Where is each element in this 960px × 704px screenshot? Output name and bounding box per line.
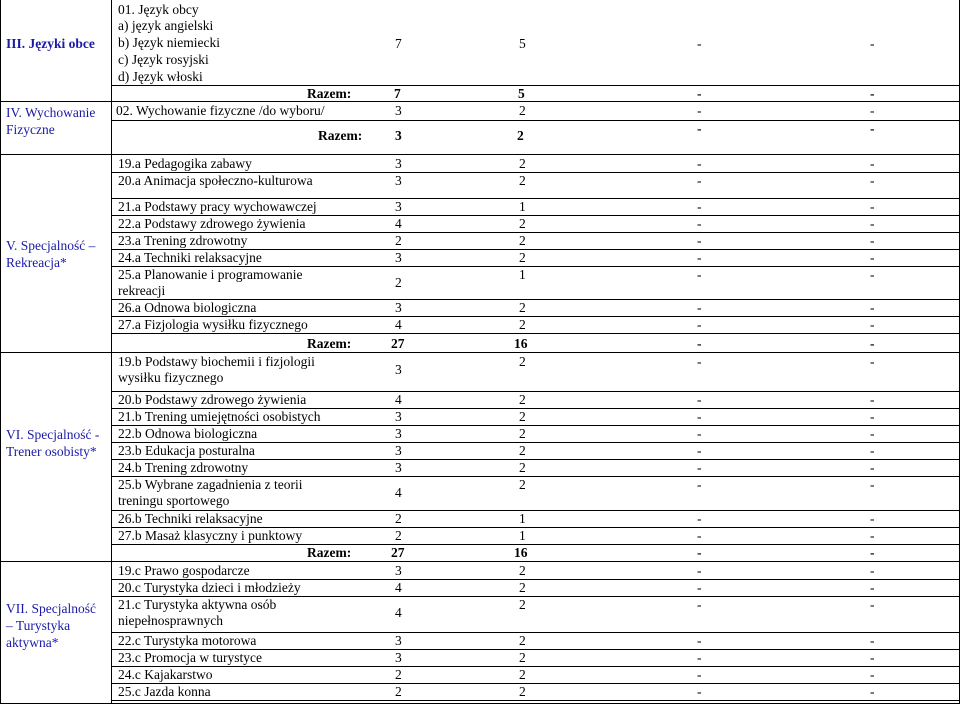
total-col3: - xyxy=(697,336,702,351)
hours-value: 2 xyxy=(519,300,526,315)
ects-value: 2 xyxy=(395,233,402,248)
hours-value: 2 xyxy=(519,156,526,171)
col3-value: - xyxy=(697,580,702,595)
ects-value: 3 xyxy=(395,563,402,578)
col3-value: - xyxy=(697,300,702,315)
course-name: 24.b Trening zdrowotny xyxy=(118,460,249,475)
section-label-rekreacja: V. Specjalność – Rekreacja* xyxy=(6,238,96,270)
language-option: d) Język włoski xyxy=(118,69,203,84)
col3-value: - xyxy=(697,36,702,51)
hours-value: 2 xyxy=(519,580,526,595)
total-ects: 27 xyxy=(391,336,405,351)
section-divider xyxy=(0,154,960,155)
col4-value: - xyxy=(870,597,875,612)
hours-value: 2 xyxy=(519,409,526,424)
hours-value: 2 xyxy=(519,103,526,118)
course-name: 19.b Podstawy biochemii i fizjologii xyxy=(118,354,315,369)
ects-value: 3 xyxy=(395,443,402,458)
col4-value: - xyxy=(870,580,875,595)
col4-value: - xyxy=(870,233,875,248)
ects-value: 2 xyxy=(395,667,402,682)
total-row xyxy=(112,120,960,143)
ects-value: 7 xyxy=(395,36,402,51)
course-name: 24.c Kajakarstwo xyxy=(118,667,213,682)
col4-value: - xyxy=(870,426,875,441)
ects-value: 4 xyxy=(395,317,402,332)
hours-value: 2 xyxy=(519,667,526,682)
col3-value: - xyxy=(697,103,702,118)
section-label-turystyka: VII. Specjalność – Turystyka aktywna* xyxy=(6,601,96,650)
total-col3: - xyxy=(697,121,702,136)
section-divider xyxy=(0,561,960,562)
course-name: 23.c Promocja w turystyce xyxy=(118,650,262,665)
total-col4: - xyxy=(870,336,875,351)
ects-value: 2 xyxy=(395,275,402,290)
hours-value: 2 xyxy=(519,317,526,332)
ects-value: 4 xyxy=(395,605,402,620)
total-row xyxy=(112,335,960,352)
total-label: Razem: xyxy=(307,86,352,101)
hours-value: 5 xyxy=(519,36,526,51)
ects-value: 2 xyxy=(395,528,402,543)
pe-course-name: 02. Wychowanie fizyczne /do wyboru/ xyxy=(116,103,325,118)
total-col3: - xyxy=(697,545,702,560)
total-hours: 2 xyxy=(517,128,524,143)
col4-value: - xyxy=(870,173,875,188)
course-name: 19.c Prawo gospodarcze xyxy=(118,563,250,578)
total-ects: 7 xyxy=(394,86,401,101)
course-name: 22.b Odnowa biologiczna xyxy=(118,426,258,441)
col4-value: - xyxy=(870,511,875,526)
col4-value: - xyxy=(870,156,875,171)
row-divider xyxy=(111,666,960,667)
total-row xyxy=(112,544,960,561)
row-divider xyxy=(111,333,960,334)
ects-value: 3 xyxy=(395,633,402,648)
col3-value: - xyxy=(697,511,702,526)
hours-value: 2 xyxy=(519,392,526,407)
col4-value: - xyxy=(870,684,875,699)
course-name: 27.b Masaż klasyczny i punktowy xyxy=(118,528,303,543)
hours-value: 1 xyxy=(519,528,526,543)
ects-value: 4 xyxy=(395,392,402,407)
ects-value: 4 xyxy=(395,216,402,231)
course-name-continued: rekreacji xyxy=(118,283,166,298)
ects-value: 3 xyxy=(395,173,402,188)
course-name: 25.b Wybrane zagadnienia z teorii xyxy=(118,477,303,492)
hours-value: 1 xyxy=(519,199,526,214)
ects-value: 3 xyxy=(395,650,402,665)
course-name: 19.a Pedagogika zabawy xyxy=(118,156,252,171)
course-name: 26.b Techniki relaksacyjne xyxy=(118,511,263,526)
hours-value: 2 xyxy=(519,633,526,648)
course-name: 22.c Turystyka motorowa xyxy=(118,633,257,648)
language-option: c) Język rosyjski xyxy=(118,52,209,67)
course-name-continued: wysiłku fizycznego xyxy=(118,370,224,385)
ects-value: 3 xyxy=(395,426,402,441)
ects-value: 2 xyxy=(395,684,402,699)
total-row xyxy=(112,85,960,102)
col3-value: - xyxy=(697,199,702,214)
col4-value: - xyxy=(870,317,875,332)
section-label-pe: IV. Wychowanie Fizyczne xyxy=(6,105,96,137)
hours-value: 2 xyxy=(519,216,526,231)
col4-value: - xyxy=(870,443,875,458)
col3-value: - xyxy=(697,216,702,231)
total-hours: 16 xyxy=(514,545,528,560)
ects-value: 3 xyxy=(395,199,402,214)
col3-value: - xyxy=(697,409,702,424)
col4-value: - xyxy=(870,460,875,475)
col4-value: - xyxy=(870,650,875,665)
col4-value: - xyxy=(870,409,875,424)
hours-value: 2 xyxy=(519,233,526,248)
col4-value: - xyxy=(870,477,875,492)
col4-value: - xyxy=(870,563,875,578)
total-col3: - xyxy=(697,86,702,101)
languages-header: 01. Język obcy xyxy=(118,2,199,17)
ects-value: 3 xyxy=(395,250,402,265)
section-label-languages: III. Języki obce xyxy=(6,36,95,51)
col3-value: - xyxy=(697,597,702,612)
col3-value: - xyxy=(697,173,702,188)
total-hours: 16 xyxy=(514,336,528,351)
course-name-continued: niepełnosprawnych xyxy=(118,613,223,628)
col3-value: - xyxy=(697,443,702,458)
col4-value: - xyxy=(870,528,875,543)
ects-value: 4 xyxy=(395,485,402,500)
course-name: 25.c Jazda konna xyxy=(118,684,211,699)
hours-value: 2 xyxy=(519,173,526,188)
total-ects: 27 xyxy=(391,545,405,560)
ects-value: 4 xyxy=(395,580,402,595)
ects-value: 3 xyxy=(395,409,402,424)
course-name: 21.b Trening umiejętności osobistych xyxy=(118,409,321,424)
ects-value: 2 xyxy=(395,511,402,526)
hours-value: 2 xyxy=(519,250,526,265)
col4-value: - xyxy=(870,300,875,315)
hours-value: 2 xyxy=(519,597,526,612)
course-name: 21.a Podstawy pracy wychowawczej xyxy=(118,199,317,214)
col3-value: - xyxy=(697,667,702,682)
col3-value: - xyxy=(697,684,702,699)
hours-value: 2 xyxy=(519,354,526,369)
col3-value: - xyxy=(697,477,702,492)
hours-value: 2 xyxy=(519,650,526,665)
total-col4: - xyxy=(870,86,875,101)
col4-value: - xyxy=(870,103,875,118)
col3-value: - xyxy=(697,392,702,407)
col4-value: - xyxy=(870,354,875,369)
course-name: 20.b Podstawy zdrowego żywienia xyxy=(118,392,307,407)
col3-value: - xyxy=(697,528,702,543)
col4-value: - xyxy=(870,267,875,282)
section-label-trener: VI. Specjalność - Trener osobisty* xyxy=(6,427,100,459)
course-name: 23.b Edukacja posturalna xyxy=(118,443,255,458)
col4-value: - xyxy=(870,199,875,214)
col3-value: - xyxy=(697,460,702,475)
language-option: a) język angielski xyxy=(118,18,214,33)
col4-value: - xyxy=(870,250,875,265)
col4-value: - xyxy=(870,667,875,682)
hours-value: 2 xyxy=(519,684,526,699)
course-name: 27.a Fizjologia wysiłku fizycznego xyxy=(118,317,308,332)
col3-value: - xyxy=(697,650,702,665)
row-divider xyxy=(111,700,960,701)
col3-value: - xyxy=(697,563,702,578)
total-label: Razem: xyxy=(318,128,363,143)
total-hours: 5 xyxy=(518,86,525,101)
course-name: 23.a Trening zdrowotny xyxy=(118,233,248,248)
col4-value: - xyxy=(870,392,875,407)
hours-value: 2 xyxy=(519,477,526,492)
col3-value: - xyxy=(697,426,702,441)
course-name: 21.c Turystyka aktywna osób xyxy=(118,597,277,612)
col3-value: - xyxy=(697,317,702,332)
col3-value: - xyxy=(697,267,702,282)
row-divider xyxy=(111,683,960,684)
course-name: 24.a Techniki relaksacyjne xyxy=(118,250,262,265)
total-ects: 3 xyxy=(395,128,402,143)
language-option: b) Język niemiecki xyxy=(118,35,220,50)
ects-value: 3 xyxy=(395,103,402,118)
course-name: 26.a Odnowa biologiczna xyxy=(118,300,257,315)
ects-value: 3 xyxy=(395,460,402,475)
total-col4: - xyxy=(870,545,875,560)
col3-value: - xyxy=(697,354,702,369)
course-name: 20.c Turystyka dzieci i młodzieży xyxy=(118,580,301,595)
col3-value: - xyxy=(697,156,702,171)
col3-value: - xyxy=(697,233,702,248)
col4-value: - xyxy=(870,216,875,231)
total-label: Razem: xyxy=(307,336,352,351)
ects-value: 3 xyxy=(395,156,402,171)
col3-value: - xyxy=(697,633,702,648)
total-label: Razem: xyxy=(307,545,352,560)
hours-value: 2 xyxy=(519,426,526,441)
ects-value: 3 xyxy=(395,300,402,315)
course-name: 20.a Animacja społeczno-kulturowa xyxy=(118,173,313,188)
total-col4: - xyxy=(870,121,875,136)
course-name: 25.a Planowanie i programowanie xyxy=(118,267,303,282)
hours-value: 2 xyxy=(519,443,526,458)
col4-value: - xyxy=(870,633,875,648)
course-name: 22.a Podstawy zdrowego żywienia xyxy=(118,216,306,231)
hours-value: 2 xyxy=(519,460,526,475)
section-divider xyxy=(0,352,960,353)
col4-value: - xyxy=(870,36,875,51)
ects-value: 3 xyxy=(395,362,402,377)
hours-value: 2 xyxy=(519,563,526,578)
hours-value: 1 xyxy=(519,267,526,282)
course-name-continued: treningu sportowego xyxy=(118,493,230,508)
col3-value: - xyxy=(697,250,702,265)
hours-value: 1 xyxy=(519,511,526,526)
